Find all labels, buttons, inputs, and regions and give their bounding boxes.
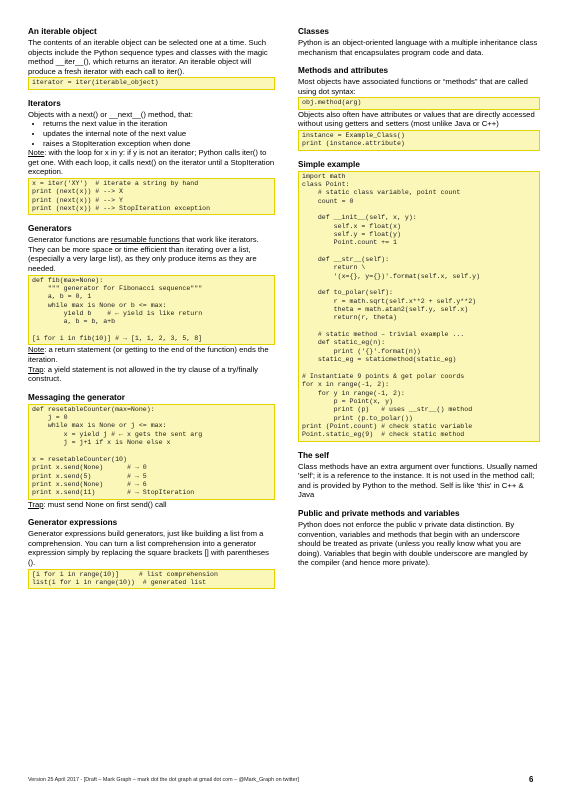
heading-methods-attributes: Methods and attributes — [298, 66, 389, 76]
list-item: • raises a StopIteration exception when done — [43, 139, 275, 149]
code-simple-example: import math class Point: # static class variable, point count count = 0 def __init__(self, x, y): self.x = float(x) self.y = float(y) Point.count += 1 def __str__(self): return \ '(x={}, y={})'.format(self.x, self.y) def to_polar(self): r = math.sqrt(self.x**2 + self.y**2) theta = math.atan2(self.y, self.x) return(r, theta) # static method – trivial example ... def static_eg(n): print ('{}'.format(n)) static_eg = staticmethod(static_eg) # Instantiate 9 points & get polar coords for x in range(-1, 2): for y in range(-1, 2): p = Point(x, y) print (p) # uses __str__() method print (p.to_polar()) print (Point.count) # check static variable Point.static_eg(9) # check static method — [298, 171, 540, 442]
right-column — [298, 27, 540, 577]
section-iterable-object — [28, 27, 275, 90]
methods-text-1: Most objects have associated functions or “methods” that are called using dot syntax: — [298, 77, 528, 96]
footer-version-text: Version 25 April 2017 - [Draft – Mark Graph – mark dot the dot graph at gmail dot com – @Mark_Graph on twitter] — [28, 777, 299, 783]
section-iterators — [28, 99, 275, 216]
heading-classes: Classes — [298, 27, 329, 36]
list-item: • returns the next value in the iteration — [43, 119, 275, 129]
page-number: 6 — [529, 775, 534, 784]
section-generator-expressions — [28, 518, 275, 589]
section-generators — [28, 224, 275, 384]
code-attribute-access: instance = Example_Class() print (instance.attribute) — [298, 130, 540, 151]
iterable-object-text: The contents of an iterable object can be selected one at a time. Such objects include the Python sequence types and classes with the magic method __iter__(), which returns an iterator. An iterable object will produce a fresh iterator with each call to iter(). — [28, 38, 268, 76]
generators-text-post: that work like iterators. They can be more space or time efficient than iterating over a list, (especially a very large list), as they only produce items as they are needed. — [28, 235, 259, 274]
generators-text-pre: Generator functions are — [28, 235, 111, 245]
code-method-call: obj.method(arg) — [298, 97, 540, 109]
heading-generators: Generators — [28, 224, 72, 234]
generators-note — [28, 345, 275, 364]
iterators-intro: Objects with a next() or __next__() method, that: — [28, 109, 193, 119]
trap-label: Trap — [28, 364, 44, 374]
generators-trap — [28, 365, 275, 384]
methods-text-2: Objects also often have attributes or values that are directly accessed without using getters and setters (most unlike Java or C++) — [298, 109, 535, 129]
trap-text: : must send None on first send() call — [43, 499, 167, 509]
note-label: Note — [28, 148, 45, 158]
list-item: • updates the internal note of the next value — [43, 129, 275, 139]
heading-public-private: Public and private methods and variables — [298, 508, 460, 518]
messaging-trap — [28, 500, 275, 510]
trap-label: Trap — [28, 499, 44, 509]
left-column — [28, 27, 275, 598]
note-text: : with the loop for x in y: if y is not an iterator; Python calls iter() to get one. With each loop, it calls next() on the iterator until a StopIteration exception. — [28, 148, 275, 177]
generators-text — [28, 235, 275, 273]
classes-text: Python is an object-oriented language with a multiple inheritance class mechanism that encapsulates program code and data. — [298, 38, 538, 57]
iterators-bullet-list — [28, 119, 275, 148]
heading-generator-expressions: Generator expressions — [28, 518, 118, 528]
code-generator-expressions: [i for i in range(10)] # list comprehension list(i for i in range(10)) # generated list — [28, 569, 275, 590]
note-text: : a return statement (or getting to the end of the function) ends the iteration. — [28, 345, 269, 364]
section-messaging-generator — [28, 393, 275, 509]
code-generators: def fib(max=None): """ generator for Fibonacci sequence""" a, b = 0, 1 while max is None or b <= max: yield b # ← yield is like return a, b = b, a+b [i for i in fib(10)] # → [1, 1, 2, 3, 5, 8] — [28, 275, 275, 346]
heading-simple-example: Simple example — [298, 159, 360, 169]
generator-expressions-text: Generator expressions build generators, just like building a list from a comprehension. You can turn a list comprehension into a generator expression simply by replacing the square brackets [] with parentheses (). — [28, 529, 269, 567]
heading-iterable-object: An iterable object — [28, 27, 97, 36]
generators-resumable-functions: resumable functions — [110, 235, 180, 245]
section-simple-example — [298, 160, 540, 442]
code-iterable-object: iterator = iter(iterable_object) — [28, 77, 275, 89]
code-messaging-generator: def resetableCounter(max=None): j = 0 while max is None or j <= max: x = yield j # ← x gets the sent arg j = j+1 if x is None else x x = resetableCounter(10) print x.send(None) # → 0 print x.send(5) # → 5 print x.send(None) # → 6 print x.send(11) # → StopIteration — [28, 404, 275, 500]
section-the-self — [298, 451, 540, 500]
heading-messaging-generator: Messaging the generator — [28, 392, 125, 402]
section-classes — [298, 27, 540, 57]
section-public-private — [298, 509, 540, 568]
heading-iterators: Iterators — [28, 98, 61, 108]
section-methods-attributes — [298, 66, 540, 150]
note-label: Note — [28, 345, 45, 355]
heading-the-self: The self — [298, 450, 329, 460]
the-self-text: Class methods have an extra argument over functions. Usually named 'self'; it is a reference to the instance. It is not used in the method call; and is provided by Python to the method. Self is like 'this' in C++ & Java — [298, 461, 538, 500]
code-iterators: x = iter('XY') # iterate a string by hand print (next(x)) # --> X print (next(x)) # --> Y print (next(x)) # --> StopIteration exception — [28, 178, 275, 215]
trap-text: : a yield statement is not allowed in the try clause of a try/finally construct. — [28, 364, 259, 384]
iterators-note — [28, 148, 275, 177]
public-private-text: Python does not enforce the public v private data distinction. By convention, variables and methods that begin with an underscore should be treated as private (unless you really know what you are doing). Variables that begin with double underscore are mangled by the compiler (and hence more private). — [298, 519, 528, 568]
